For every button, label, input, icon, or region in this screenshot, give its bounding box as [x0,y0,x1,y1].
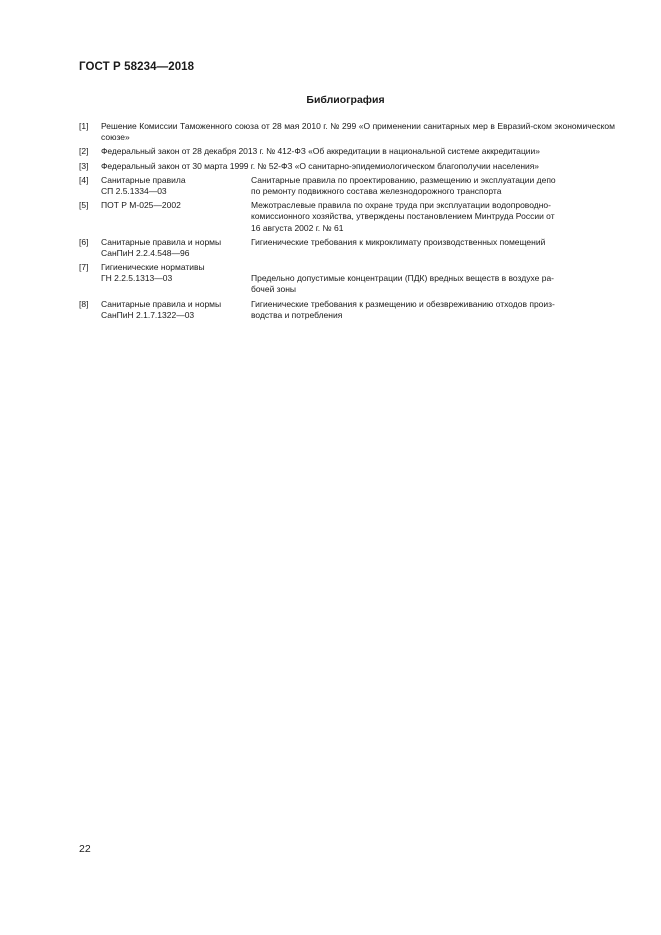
entry-number: [4] [79,174,89,185]
entry-number: [7] [79,262,89,273]
bibliography-entry-8 [79,299,615,321]
bibliography-entry-5 [79,200,615,234]
entry-number: [1] [79,121,89,131]
entry-code: Санитарные правила СП 2.5.1334—03 [101,174,186,197]
bibliography-entry-1 [79,121,615,143]
standard-designation: ГОСТ Р 58234—2018 [79,61,195,73]
entry-number: [5] [79,200,89,211]
bibliography-entry-2 [79,146,615,157]
entry-description: Гигиенические требования к размещению и обезвреживанию отходов произ- водства и потребления [251,298,555,320]
entry-text: Федеральный закон от 28 декабря 2013 г. № 412-ФЗ «Об аккредитации в национальной системе аккредитации» [101,146,540,157]
page-number: 22 [79,843,91,855]
entry-number: [6] [79,236,89,247]
entry-code: Санитарные правила и нормы СанПиН 2.1.7.1322—03 [101,298,222,320]
bibliography-list [79,121,615,324]
bibliography-entry-4 [79,175,615,197]
bibliography-entry-7 [79,262,615,295]
entry-number: [3] [79,160,89,171]
entry-text: Федеральный закон от 30 марта 1999 г. № 52-ФЗ «О санитарно-эпидемиологическом благополучии населения» [101,160,539,171]
entry-description: Гигиенические требования к микроклимату производственных помещений [251,236,546,247]
entry-description: Предельно допустимые концентрации (ПДК) вредных веществ в воздухе ра- бочей зоны [251,273,555,295]
entry-code: Санитарные правила и нормы СанПиН 2.2.4.548—96 [101,236,222,259]
section-title: Библиография [306,94,385,106]
bibliography-entry-6 [79,237,615,259]
entry-description: Санитарные правила по проектированию, размещению и эксплуатации депо по ремонту подвижного состава железнодорожного транспорта [251,174,556,197]
bibliography-entry-3 [79,161,615,172]
entry-text: Решение Комиссии Таможенного союза от 28 мая 2010 г. № 299 «О применении санитарных мер в Евразий-ском экономическом союзе» [101,121,615,143]
entry-number: [2] [79,146,89,157]
entry-code: Гигиенические нормативы ГН 2.2.5.1313—03 [101,262,205,284]
entry-number: [8] [79,298,89,309]
entry-code: ПОТ Р М-025—2002 [101,200,181,211]
entry-description: Межотраслевые правила по охране труда при эксплуатации водопроводно- комиссионного хозяйства, утверждены постановлением Минтруда России от 16 августа 2002 г. № 61 [251,200,555,233]
